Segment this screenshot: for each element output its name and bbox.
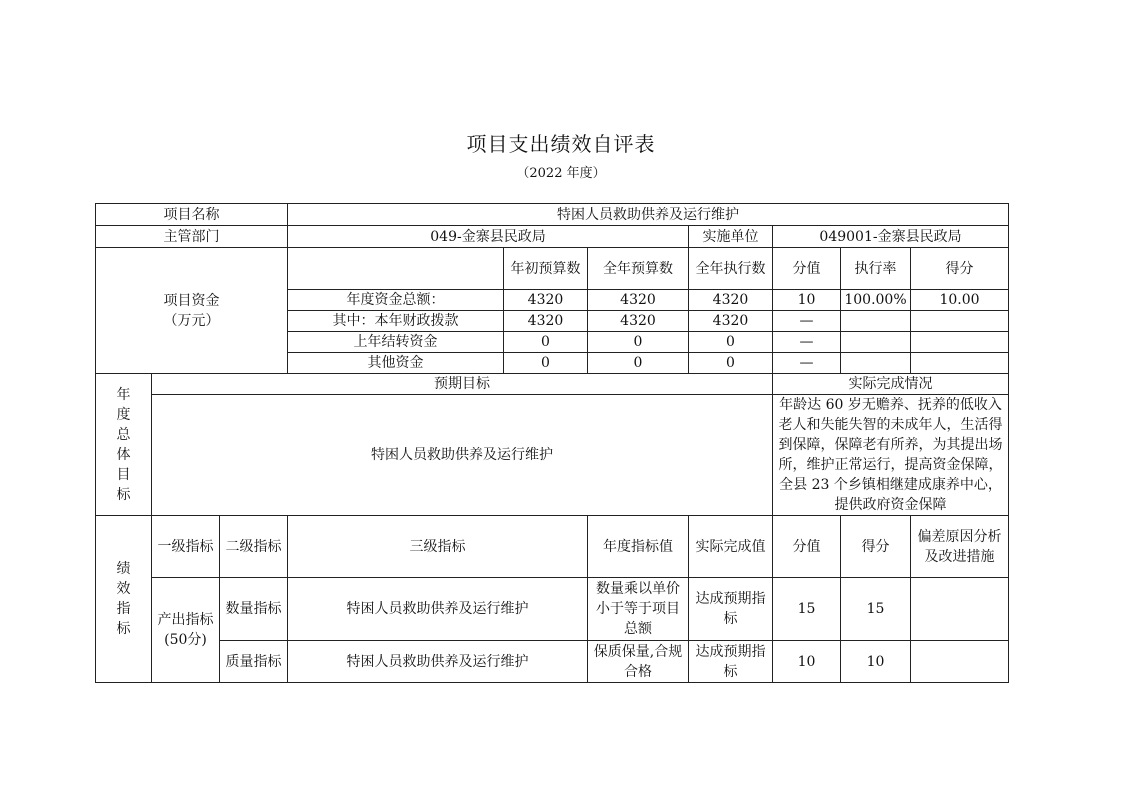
funds-row-label: 其中：本年财政拨款 (288, 311, 504, 332)
indicators-label-char: 效 (116, 581, 131, 597)
funds-header-blank (288, 248, 504, 290)
header-deviation: 偏差原因分析及改进措施 (911, 516, 1009, 578)
project-name-value: 特困人员救助供养及运行维护 (288, 204, 1009, 226)
funds-row-label: 上年结转资金 (288, 332, 504, 353)
funds-cell: 0 (588, 353, 689, 374)
funds-cell: — (773, 311, 841, 332)
header-actual: 实际完成值 (689, 516, 773, 578)
actual-completion-header: 实际完成情况 (773, 374, 1009, 395)
header-annual-value: 年度指标值 (588, 516, 689, 578)
indicators-label-char: 标 (116, 621, 131, 637)
funds-cell (911, 332, 1009, 353)
funds-cell: 4320 (588, 290, 689, 311)
goals-section-label (96, 374, 152, 516)
indicator-level2: 数量指标 (220, 578, 288, 641)
funds-cell (841, 353, 911, 374)
funds-cell: 0 (504, 332, 588, 353)
goals-label-char: 度 (116, 406, 131, 423)
goals-label-char: 体 (116, 446, 131, 463)
indicator-level2: 质量指标 (220, 641, 288, 683)
dept-label: 主管部门 (96, 226, 288, 248)
header-score: 得分 (911, 248, 1009, 290)
project-name-label: 项目名称 (96, 204, 288, 226)
header-annual-budget: 全年预算数 (588, 248, 689, 290)
funds-cell (841, 311, 911, 332)
funds-label (96, 248, 288, 374)
unit-value: 049001-金寨县民政局 (773, 226, 1009, 248)
indicator-annual-value: 数量乘以单价小于等于项目总额 (588, 578, 689, 641)
funds-cell: 10 (773, 290, 841, 311)
funds-cell: 0 (689, 332, 773, 353)
funds-label-line1: 项目资金 (163, 292, 220, 309)
funds-cell: 10.00 (911, 290, 1009, 311)
indicator-actual: 达成预期指标 (689, 578, 773, 641)
header-score: 得分 (841, 516, 911, 578)
funds-cell: 0 (689, 353, 773, 374)
expected-goal-text: 特困人员救助供养及运行维护 (152, 395, 773, 516)
indicators-section-label (96, 516, 152, 683)
indicator-level3: 特困人员救助供养及运行维护 (288, 641, 588, 683)
funds-cell: 4320 (689, 290, 773, 311)
header-level2: 二级指标 (220, 516, 288, 578)
header-annual-executed: 全年执行数 (689, 248, 773, 290)
funds-cell: — (773, 332, 841, 353)
funds-cell (911, 353, 1009, 374)
funds-cell: 4320 (504, 311, 588, 332)
funds-cell: 4320 (689, 311, 773, 332)
page-title: 项目支出绩效自评表 (466, 132, 656, 156)
header-level1: 一级指标 (152, 516, 220, 578)
report-year: （2022 年度） (516, 166, 606, 181)
actual-completion-text: 年龄达 60 岁无赡养、抚养的低收入老人和失能失智的未成年人，生活得到保障，保障老有所养，为其提出场所，维护正常运行，提高资金保障，全县 23 个乡镇相继建成康养中心，提供政府资金保障 (773, 395, 1009, 516)
indicator-deviation (911, 641, 1009, 683)
funds-label-line2: （万元） (163, 312, 220, 329)
indicator-level3: 特困人员救助供养及运行维护 (288, 578, 588, 641)
dept-value: 049-金寨县民政局 (288, 226, 689, 248)
goals-label-char: 年 (116, 386, 131, 403)
output-indicator-label: 产出指标(50分) (152, 578, 220, 683)
header-execution-rate: 执行率 (841, 248, 911, 290)
indicator-annual-value: 保质保量,合规合格 (588, 641, 689, 683)
header-level3: 三级指标 (288, 516, 588, 578)
header-initial-budget: 年初预算数 (504, 248, 588, 290)
funds-cell (841, 332, 911, 353)
indicator-score-value: 10 (773, 641, 841, 683)
funds-cell: 0 (588, 332, 689, 353)
indicator-deviation (911, 578, 1009, 641)
indicator-score: 10 (841, 641, 911, 683)
expected-goal-header: 预期目标 (152, 374, 773, 395)
unit-label: 实施单位 (689, 226, 773, 248)
goals-label-char: 总 (116, 426, 131, 443)
funds-cell: 4320 (588, 311, 689, 332)
self-evaluation-table (95, 203, 1009, 683)
goals-label-char: 标 (116, 486, 131, 503)
funds-cell: 100.00% (841, 290, 911, 311)
funds-cell: 4320 (504, 290, 588, 311)
indicator-score-value: 15 (773, 578, 841, 641)
header-score-value: 分值 (773, 248, 841, 290)
funds-row-label: 其他资金 (288, 353, 504, 374)
funds-cell (911, 311, 1009, 332)
funds-row-label: 年度资金总额： (288, 290, 504, 311)
header-score-value: 分值 (773, 516, 841, 578)
funds-cell: 0 (504, 353, 588, 374)
indicators-label-char: 指 (116, 601, 131, 617)
goals-label-char: 目 (116, 466, 131, 483)
indicator-score: 15 (841, 578, 911, 641)
indicator-actual: 达成预期指标 (689, 641, 773, 683)
indicators-label-char: 绩 (116, 561, 131, 577)
funds-cell: — (773, 353, 841, 374)
